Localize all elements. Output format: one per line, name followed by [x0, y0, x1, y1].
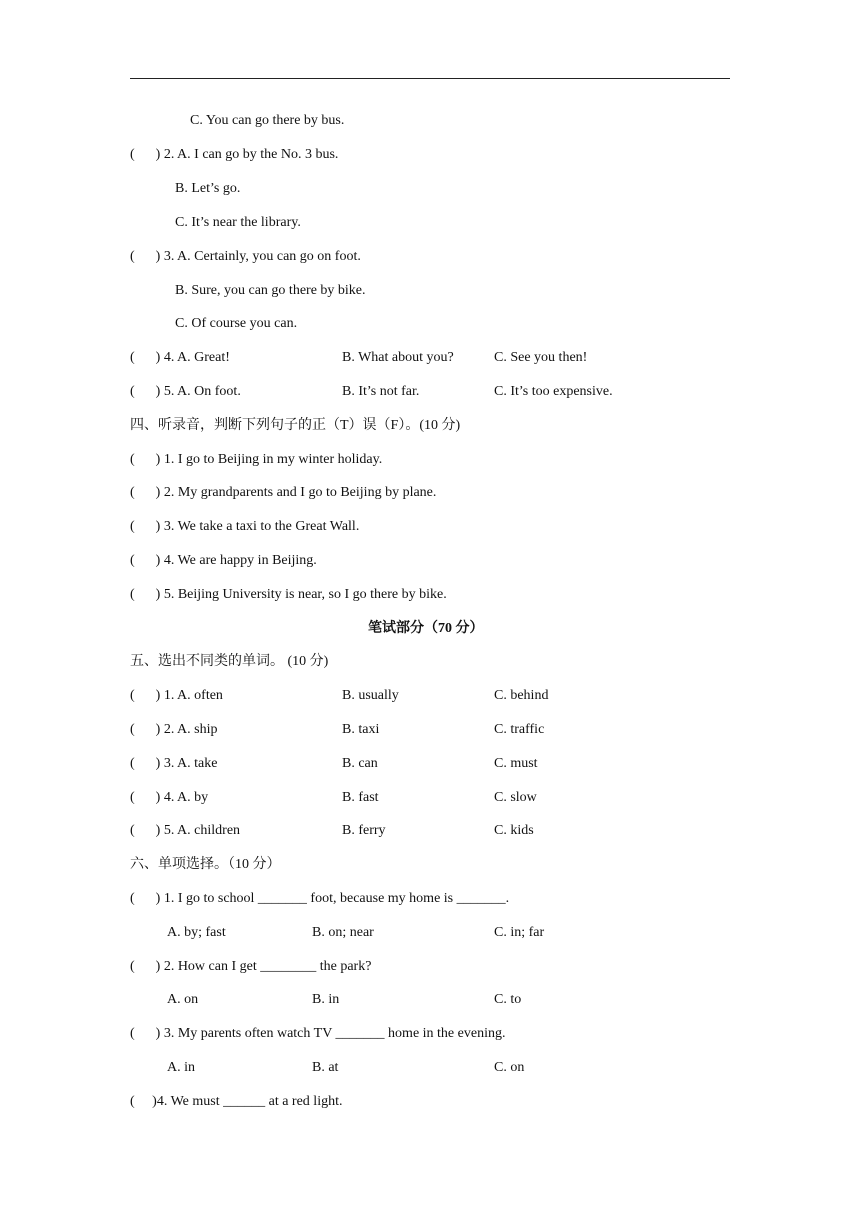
section-heading: 四、听录音，判断下列句子的正（T）误（F）。(10 分)	[130, 418, 461, 433]
option-b: B. taxi	[342, 722, 380, 737]
section-heading: 六、单项选择。（10 分）	[130, 857, 281, 872]
section-heading: 五、选出不同类的单词。 (10 分)	[130, 654, 329, 669]
question-line: ( )4. We must ______ at a red light.	[130, 1094, 343, 1109]
question-line: ( ) 4. A. by	[130, 790, 209, 805]
option-b: B. ferry	[342, 823, 386, 838]
option-line: B. Let’s go.	[175, 181, 241, 196]
option-b: B. fast	[342, 790, 379, 805]
question-line: ( ) 2. A. I can go by the No. 3 bus.	[130, 147, 339, 162]
question-line: ( ) 5. A. children	[130, 823, 241, 838]
option-c: C. must	[494, 756, 538, 771]
option-c: C. slow	[494, 790, 537, 805]
question-line: ( ) 2. A. ship	[130, 722, 218, 737]
option-a: A. by; fast	[167, 925, 226, 940]
header-rule	[130, 78, 730, 79]
option-c: C. See you then!	[494, 350, 588, 365]
option-a: A. on	[167, 992, 199, 1007]
option-line: B. Sure, you can go there by bike.	[175, 283, 366, 298]
option-c: C. to	[494, 992, 522, 1007]
option-line: C. It’s near the library.	[175, 215, 301, 230]
option-c: C. It’s too expensive.	[494, 384, 613, 399]
question-line: ( ) 5. A. On foot.	[130, 384, 241, 399]
option-c: C. behind	[494, 688, 549, 703]
question-line: ( ) 2. How can I get ________ the park?	[130, 959, 372, 974]
question-line: ( ) 3. A. Certainly, you can go on foot.	[130, 249, 361, 264]
option-b: B. on; near	[312, 925, 374, 940]
question-line: ( ) 2. My grandparents and I go to Beijing by plane.	[130, 485, 437, 500]
part-title: 笔试部分（70 分）	[368, 621, 484, 636]
option-c: C. in; far	[494, 925, 545, 940]
question-line: ( ) 1. I go to Beijing in my winter holiday.	[130, 452, 383, 467]
option-b: B. usually	[342, 688, 399, 703]
option-line: C. Of course you can.	[175, 316, 298, 331]
option-c: C. on	[494, 1060, 525, 1075]
question-line: ( ) 3. My parents often watch TV _______ home in the evening.	[130, 1026, 506, 1041]
question-line: ( ) 1. I go to school _______ foot, because my home is _______.	[130, 891, 510, 906]
question-line: ( ) 4. We are happy in Beijing.	[130, 553, 317, 568]
question-line: ( ) 1. A. often	[130, 688, 223, 703]
question-line: ( ) 3. A. take	[130, 756, 218, 771]
option-b: B. It’s not far.	[342, 384, 420, 399]
question-line: ( ) 3. We take a taxi to the Great Wall.	[130, 519, 360, 534]
option-line: C. You can go there by bus.	[190, 113, 345, 128]
question-line: ( ) 5. Beijing University is near, so I go there by bike.	[130, 587, 447, 602]
option-b: B. can	[342, 756, 378, 771]
question-line: ( ) 4. A. Great!	[130, 350, 230, 365]
option-b: B. What about you?	[342, 350, 454, 365]
option-c: C. traffic	[494, 722, 545, 737]
option-a: A. in	[167, 1060, 195, 1075]
option-b: B. at	[312, 1060, 339, 1075]
option-c: C. kids	[494, 823, 534, 838]
option-b: B. in	[312, 992, 340, 1007]
